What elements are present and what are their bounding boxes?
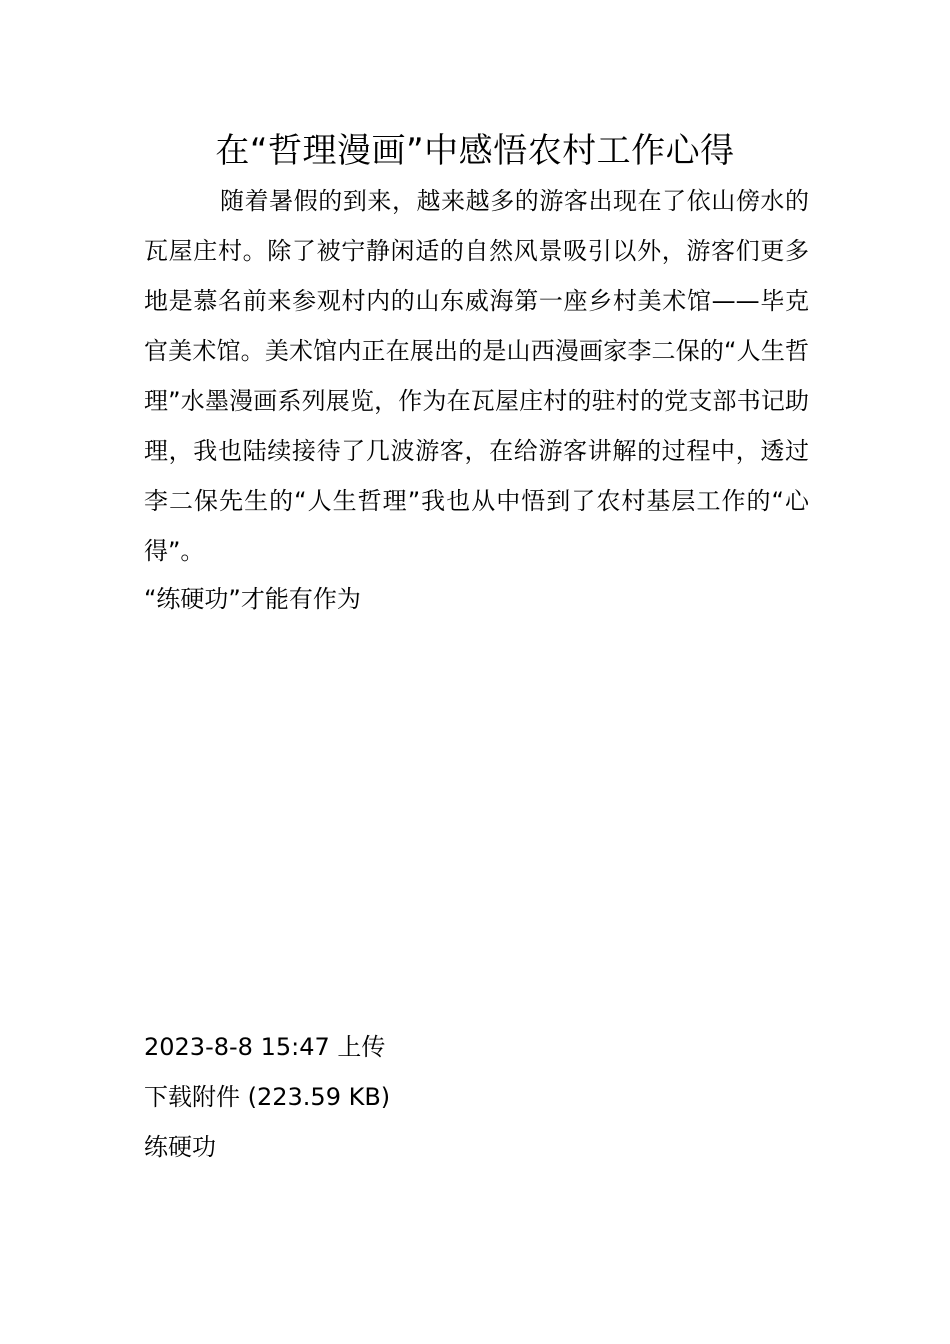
section-subheading: “练硬功”才能有作为 — [144, 585, 361, 613]
attachment-name: 练硬功 — [144, 1133, 216, 1161]
page-title: 在“哲理漫画”中感悟农村工作心得 — [215, 131, 735, 171]
download-attachment-link[interactable]: 下载附件 (223.59 KB) — [144, 1083, 391, 1111]
article-paragraph: 随着暑假的到来，越来越多的游客出现在了依山傍水的瓦屋庄村。除了被宁静闲适的自然风景吸引以外，游客们更多地是慕名前来参观村内的山东威海第一座乡村美术馆——毕克官美术馆。美术馆内正在展出的是山西漫画家李二保的“人生哲理”水墨漫画系列展览，作为在瓦屋庄村的驻村的党支部书记助理，我也陆续接待了几波游客，在给游客讲解的过程中，透过李二保先生的“人生哲理”我也从中悟到了农村基层工作的“心得”。 — [144, 187, 809, 565]
upload-timestamp: 2023-8-8 15:47 上传 — [144, 1033, 386, 1061]
